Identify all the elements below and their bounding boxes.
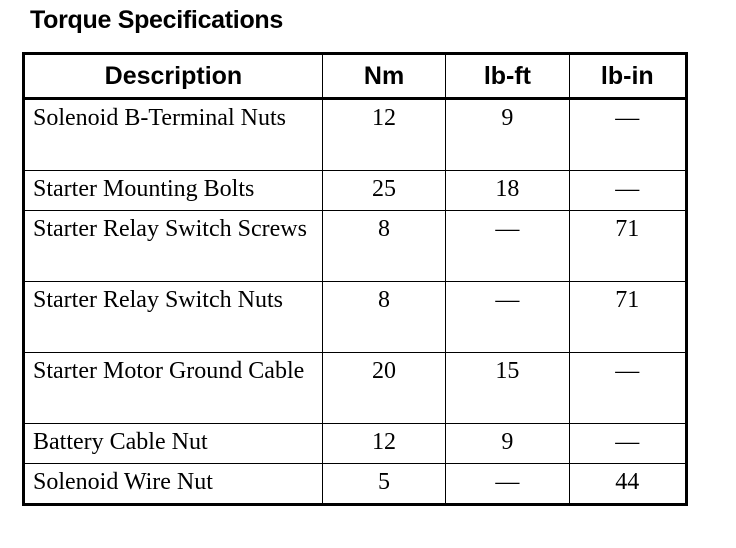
cell-nm: 8 bbox=[322, 282, 445, 353]
cell-lb-ft: 9 bbox=[446, 99, 569, 171]
cell-nm: 12 bbox=[322, 424, 445, 464]
cell-lb-in: 71 bbox=[569, 282, 686, 353]
cell-lb-in: — bbox=[569, 424, 686, 464]
table-header-row bbox=[24, 54, 687, 99]
cell-description: Starter Relay Switch Screws bbox=[24, 211, 323, 282]
cell-lb-ft: — bbox=[446, 282, 569, 353]
cell-nm: 12 bbox=[322, 99, 445, 171]
cell-nm: 5 bbox=[322, 464, 445, 505]
table-row bbox=[24, 171, 687, 211]
cell-description: Starter Mounting Bolts bbox=[24, 171, 323, 211]
cell-lb-in: — bbox=[569, 99, 686, 171]
cell-description: Solenoid B-Terminal Nuts bbox=[24, 99, 323, 171]
cell-lb-in: — bbox=[569, 171, 686, 211]
column-header-lb-in: lb-in bbox=[569, 54, 686, 99]
column-header-lb-ft: lb-ft bbox=[446, 54, 569, 99]
table-row bbox=[24, 211, 687, 282]
column-header-description: Description bbox=[24, 54, 323, 99]
page-title: Torque Specifications bbox=[30, 6, 284, 34]
table-row bbox=[24, 424, 687, 464]
column-header-nm: Nm bbox=[322, 54, 445, 99]
table-row bbox=[24, 99, 687, 171]
cell-description: Solenoid Wire Nut bbox=[24, 464, 323, 505]
table-row bbox=[24, 282, 687, 353]
cell-lb-ft: — bbox=[446, 464, 569, 505]
cell-nm: 25 bbox=[322, 171, 445, 211]
cell-lb-ft: — bbox=[446, 211, 569, 282]
cell-nm: 20 bbox=[322, 353, 445, 424]
cell-lb-ft: 9 bbox=[446, 424, 569, 464]
cell-nm: 8 bbox=[322, 211, 445, 282]
cell-lb-ft: 15 bbox=[446, 353, 569, 424]
torque-specifications-table bbox=[22, 52, 688, 506]
cell-description: Starter Motor Ground Cable bbox=[24, 353, 323, 424]
table-row bbox=[24, 464, 687, 505]
cell-lb-in: 71 bbox=[569, 211, 686, 282]
cell-lb-ft: 18 bbox=[446, 171, 569, 211]
cell-lb-in: — bbox=[569, 353, 686, 424]
cell-description: Battery Cable Nut bbox=[24, 424, 323, 464]
cell-lb-in: 44 bbox=[569, 464, 686, 505]
table-row bbox=[24, 353, 687, 424]
cell-description: Starter Relay Switch Nuts bbox=[24, 282, 323, 353]
